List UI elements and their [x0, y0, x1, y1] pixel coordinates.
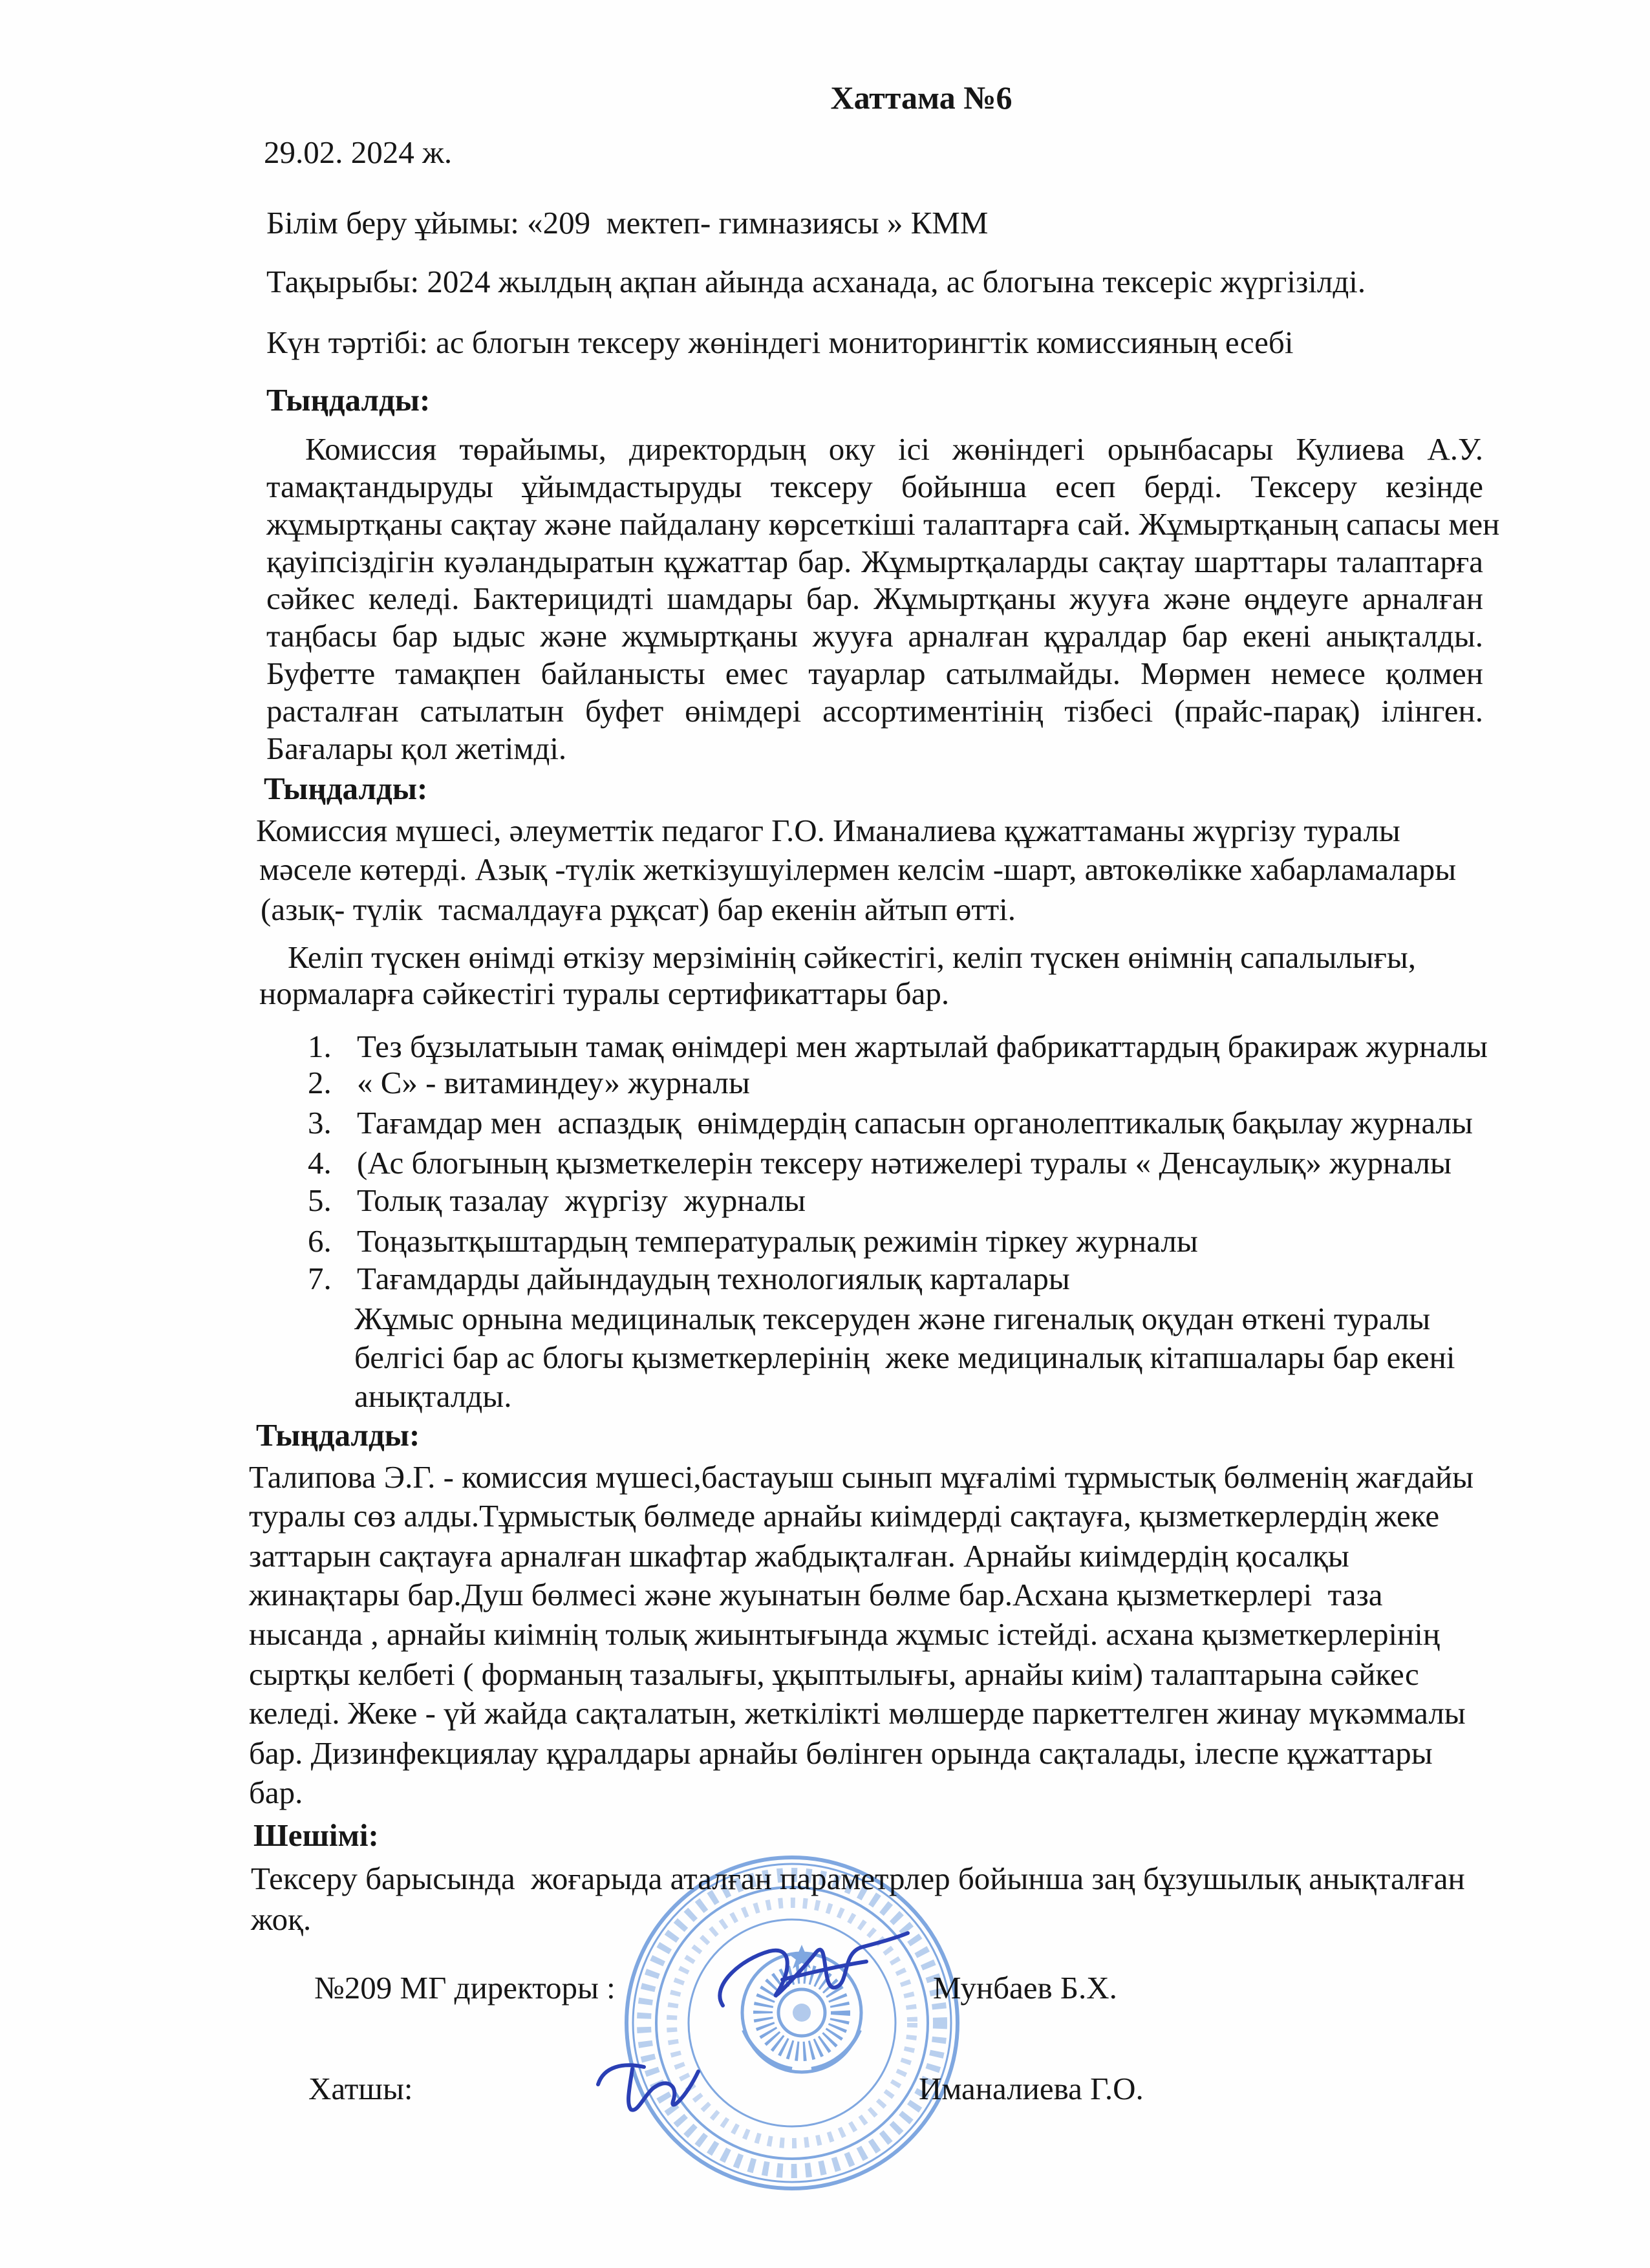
section2-line: (азық- түлік тасмалдауға рұқсат) бар екенін айтып өтті.	[261, 892, 1016, 927]
list-item-number: 5.	[308, 1182, 332, 1218]
section1-heading: Тыңдалды:	[266, 382, 431, 418]
section3-line: заттарын сақтауға арналған шкафтар жабдықталған. Арнайы киімдердің қосалқы	[249, 1538, 1349, 1574]
section3-line: туралы сөз алды.Тұрмыстық бөлмеде арнайы киімдерді сақтауға, қызметкерлердің жеке	[249, 1498, 1440, 1534]
list-item-number: 1.	[308, 1029, 332, 1064]
document-date: 29.02. 2024 ж.	[264, 134, 453, 170]
director-name: Мунбаев Б.Х.	[933, 1970, 1117, 2006]
section2-after-list-line: анықталды.	[354, 1378, 512, 1414]
list-item-text: Тағамдарды дайындаудың технологиялық карталары	[357, 1261, 1070, 1296]
decision-line: жоқ.	[251, 1901, 312, 1937]
list-item-number: 7.	[308, 1261, 332, 1296]
section1-line: жұмыртқаны сақтау және пайдалану көрсеткіші талаптарға сай. Жұмыртқаның сапасы мен	[266, 506, 1500, 542]
secretary-name: Иманалиева Г.О.	[919, 2071, 1144, 2106]
list-item-number: 6.	[308, 1223, 332, 1259]
list-item-text: Тез бұзылатыын тамақ өнімдері мен жартылай фабрикаттардың бракираж журналы	[357, 1029, 1488, 1064]
agenda-line: Күн тәртібі: ас блогын тексеру жөніндегі мониторингтік комиссияның есебі	[266, 325, 1294, 360]
section1-line: Бағалары қол жетімді.	[266, 731, 567, 766]
section1-line: тамақтандыруды ұйымдастыруды тексеру бойынша есеп берді. Тексеру кезінде	[266, 469, 1483, 504]
section1-line: Буфетте тамақпен байланысты емес тауарлар сатылмайды. Мөрмен немесе қолмен	[266, 656, 1483, 691]
decision-heading: Шешімі:	[253, 1817, 379, 1853]
section1-line: таңбасы бар ыдыс және жұмыртқаны жууға арналған құралдар бар екені анықталды.	[266, 618, 1483, 654]
list-item-text: Тағамдар мен аспаздық өнімдердің сапасын органолептикалық бақылау журналы	[357, 1105, 1473, 1140]
section3-line: сыртқы келбеті ( форманың тазалығы, ұқыптылығы, арнайы киім) талаптарына сәйкес	[249, 1656, 1419, 1692]
list-item-number: 4.	[308, 1145, 332, 1181]
list-item-number: 2.	[308, 1065, 332, 1100]
section2-heading: Тыңдалды:	[264, 771, 428, 806]
section2-line: Комиссия мүшесі, әлеуметтік педагог Г.О. Иманалиева құжаттаманы жүргізу туралы	[256, 813, 1400, 848]
secretary-signature	[598, 2065, 698, 2110]
section2-line: мәселе көтерді. Азық -түлік жеткізушуілермен келсім -шарт, автокөлікке хабарламалары	[259, 851, 1457, 887]
section2-after-list-line: Жұмыс орнына медициналық тексеруден және гигеналық оқудан өткені туралы	[354, 1301, 1431, 1336]
section2-line: Келіп түскен өнімді өткізу мерзімінің сәйкестігі, келіп түскен өнімнің сапалылығы,	[288, 939, 1417, 975]
section2-line: нормаларға сәйкестігі туралы сертификаттары бар.	[259, 976, 950, 1011]
decision-line: Тексеру барысында жоғарыда аталған параметрлер бойынша заң бұзушылық анықталған	[251, 1861, 1465, 1896]
list-item-number: 3.	[308, 1105, 332, 1140]
state-emblem	[742, 1945, 861, 2072]
document-title: Хаттама №6	[830, 80, 1012, 116]
organization-line: Білім беру ұйымы: «209 мектеп- гимназиясы » КММ	[266, 205, 989, 241]
section1-line: расталған сатылатын буфет өнімдері ассортиментінің тізбесі (прайс-парақ) ілінген.	[266, 693, 1483, 729]
section3-line: Талипова Э.Г. - комиссия мүшесі,бастауыш сынып мұғалімі тұрмыстық бөлменің жағдайы	[249, 1459, 1474, 1495]
section3-line: жинақтары бар.Душ бөлмесі және жуынатын бөлме бар.Асхана қызметкерлері таза	[249, 1577, 1383, 1612]
list-item-text: « С» - витаминдеу» журналы	[357, 1065, 750, 1100]
section3-line: нысанда , арнайы киімнің толық жиынтығында жұмыс істейді. асхана қызметкерлерінің	[249, 1616, 1441, 1652]
official-stamp	[627, 1857, 958, 2188]
list-item-text: (Ас блогының қызметкелерін тексеру нәтижелері туралы « Денсаулық» журналы	[357, 1145, 1452, 1181]
director-label: №209 МГ директоры :	[314, 1970, 616, 2006]
list-item-text: Толық тазалау жүргізу журналы	[357, 1182, 806, 1218]
section2-after-list-line: белгісі бар ас блогы қызметкерлерінің жеке медициналық кітапшалары бар екені	[354, 1340, 1455, 1375]
section1-line: Комиссия төрайымы, директордың оку ісі жөніндегі орынбасары Кулиева А.У.	[305, 431, 1483, 467]
section3-line: бар.	[249, 1775, 303, 1810]
director-signature	[720, 1933, 908, 2006]
secretary-label: Хатшы:	[308, 2071, 413, 2106]
topic-line: Тақырыбы: 2024 жылдың ақпан айында асханада, ас блогына тексеріс жүргізілді.	[266, 264, 1366, 299]
list-item-text: Тоңазытқыштардың температуралық режимін тіркеу журналы	[357, 1223, 1198, 1259]
section3-line: бар. Дизинфекциялау құралдары арнайы бөлінген орында сақталады, ілеспе құжаттары	[249, 1735, 1433, 1771]
section3-heading: Тыңдалды:	[256, 1417, 420, 1453]
section1-line: қауіпсіздігін куәландыратын құжаттар бар. Жұмыртқаларды сақтау шарттары талаптарға	[266, 544, 1483, 579]
section1-line: сәйкес келеді. Бактерицидті шамдары бар. Жұмыртқаны жууға және өңдеуге арналған	[266, 581, 1483, 616]
section3-line: келеді. Жеке - үй жайда сақталатын, жеткілікті мөлшерде паркеттелген жинау мүкәммалы	[249, 1695, 1466, 1731]
